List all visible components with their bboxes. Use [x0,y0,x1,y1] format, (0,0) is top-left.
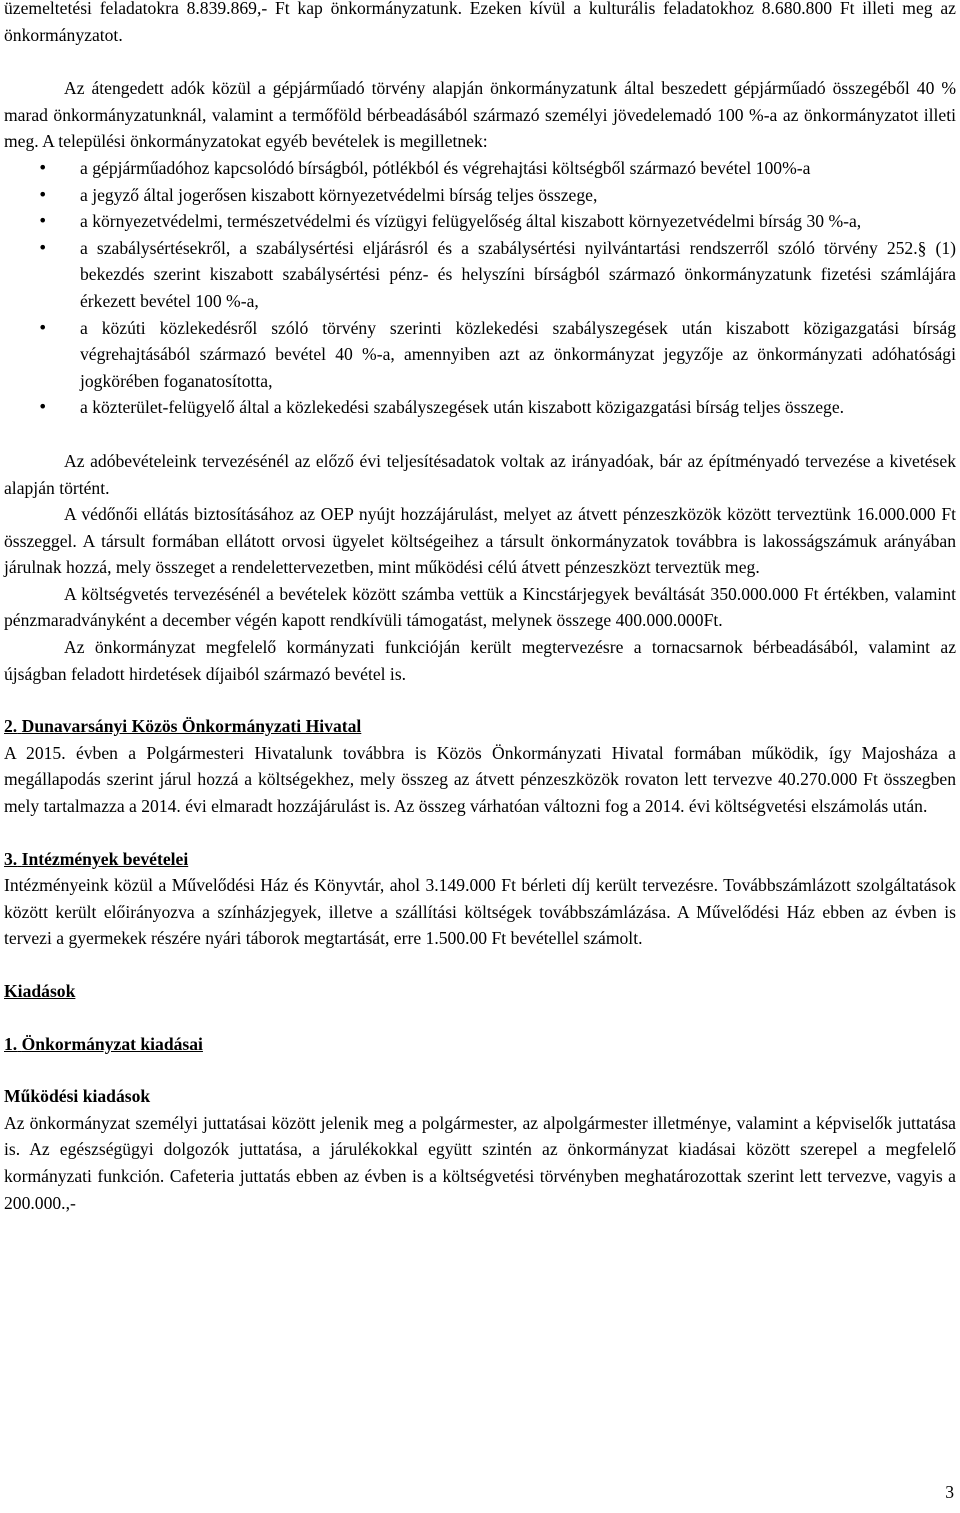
operating-expenses-body: Az önkormányzat személyi juttatásai között jelenik meg a polgármester, az alpolgármester illetménye, valamint a képviselők juttatása is. Az egészségügyi dolgozók juttatása, a járulékokkal együtt szintén az önkormányzat kiadásai között szerepel a megfelelő kormányzati funkción. Cafeteria juttatás ebben az évben is a költségvetési törvényben meghatározottak szerint lett tervezve, vagyis a 200.000.,- [4,1112,956,1213]
health-visitor-paragraph: A védőnői ellátás biztosításához az OEP nyújt hozzájárulást, melyet az átvett pénzeszközök között terveztünk 16.000.000 Ft összeggel. A társult formában ellátott orvosi ügyelet költségeihez a társult önkormányzatok továbbra is lakosságszámuk arányában járulnak hozzá, mely összeget a rendelettervezetben, mint működési célú átvett pénzeszközt terveztük meg. [4,504,956,578]
list-item: • a közúti közlekedésről szóló törvény szerinti közlekedési szabályszegések után kiszabott közigazgatási bírság végrehajtásából származó bevétel 40 %-a, amennyiben azt az önkormányzat jegyzője az önkormányzati adóhatósági jogkörében foganatosította, [4,315,956,395]
expenses-heading: Kiadások [4,981,76,1001]
list-item: • a gépjárműadóhoz kapcsolódó bírságból, pótlékból és végrehajtási költségből származó bevétel 100%-a [4,155,956,182]
expenses-sub-number: 1. [4,1033,18,1054]
section-2-number: 2. [4,716,18,737]
treasury-bills-paragraph: A költségvetés tervezésénél a bevételek között számba vettük a Kincstárjegyek beváltását 350.000.000 Ft értékben, valamint pénzmaradványként a december végén kapott rendkívüli támogatást, melynek összege 400.000.000Ft. [4,583,956,631]
list-item: • a közterület-felügyelő által a közlekedési szabályszegések után kiszabott közigazgatási bírság teljes összege. [4,394,956,421]
section-2-heading [4,713,956,740]
sports-hall-paragraph: Az önkormányzat megfelelő kormányzati funkcióján került megtervezésre a tornacsarnok bérbeadásából, valamint az újságban feladott hirdetések díjaiból származó bevétel is. [4,637,956,684]
operating-expenses-heading: Működési kiadások [4,1086,151,1107]
other-revenues-list [4,155,956,421]
section-3-body: Intézményeink közül a Művelődési Ház és Könyvtár, ahol 3.149.000 Ft bérleti díj került tervezésre. Továbbszámlázott szolgáltatások között került előirányozva a színházjegyek, illetve a szállítási költségek továbbszámlázása. A Művelődési Ház ebben az évben is tervezi a gyermekek részére nyári táborok megtartását, erre 1.500.00 Ft bevétellel számolt. [4,875,956,949]
list-item: • a szabálysértésekről, a szabálysértési eljárásról és a szabálysértési nyilvántartási rendszerről szóló törvény 252.§ (1) bekezdés szerint kiszabott szabálysértési pénz- és helyszíni bírságból származó önkormányzatunk fizetési számlájára érkezett bevétel 100 %-a, [4,235,956,315]
section-2-body: A 2015. évben a Polgármesteri Hivatalunk továbbra is Közös Önkormányzati Hivatal formában működik, így Majosháza a megállapodás szerint járul hozzá a költségekhez, mely összeg az átvett pénzeszközök rovaton lett tervezve 40.270.000 Ft összegben mely tartalmazza a 2014. évi elmaradt hozzájárulást is. Az összeg várhatóan változni fog a 2014. évi költségvetési elszámolás után. [4,742,956,817]
section-3-title: Intézmények bevételei [21,848,189,869]
list-item: • a jegyző által jogerősen kiszabott környezetvédelmi bírság teljes összege, [4,182,956,209]
expenses-sub-title: Önkormányzat kiadásai [21,1033,203,1054]
section-2-title: Dunavarsányi Közös Önkormányzati Hivatal [21,716,362,737]
intro-paragraph: üzemeltetési feladatokra 8.839.869,- Ft kap önkormányzatunk. Ezeken kívül a kulturális feladatokhoz 8.680.800 Ft illeti meg az önkormányzatot. [4,0,956,45]
tax-planning-paragraph: Az adóbevételeink tervezésénél az előző évi teljesítésadatok voltak az irányadóak, bár az építményadó tervezése a kivetések alapján történt. [4,450,956,498]
expenses-subheading [4,1031,956,1058]
section-3-heading [4,846,956,873]
list-item: • a környezetvédelmi, természetvédelmi és vízügyi felügyelőség által kiszabott környezetvédelmi bírság 30 %-a, [4,208,956,235]
section-3-number: 3. [4,848,18,869]
document-page [4,0,956,1216]
shared-taxes-paragraph: Az átengedett adók közül a gépjárműadó törvény alapján önkormányzatunk által beszedett gépjárműadó összegéből 40 % marad önkormányzatunknál, valamint a termőföld bérbeadásából származó személyi jövedelemadó 100 %-a az önkormányzatot illeti meg. A települési önkormányzatokat egyéb bevételek is megilletnek: [4,78,956,152]
page-number: 3 [945,1482,954,1502]
